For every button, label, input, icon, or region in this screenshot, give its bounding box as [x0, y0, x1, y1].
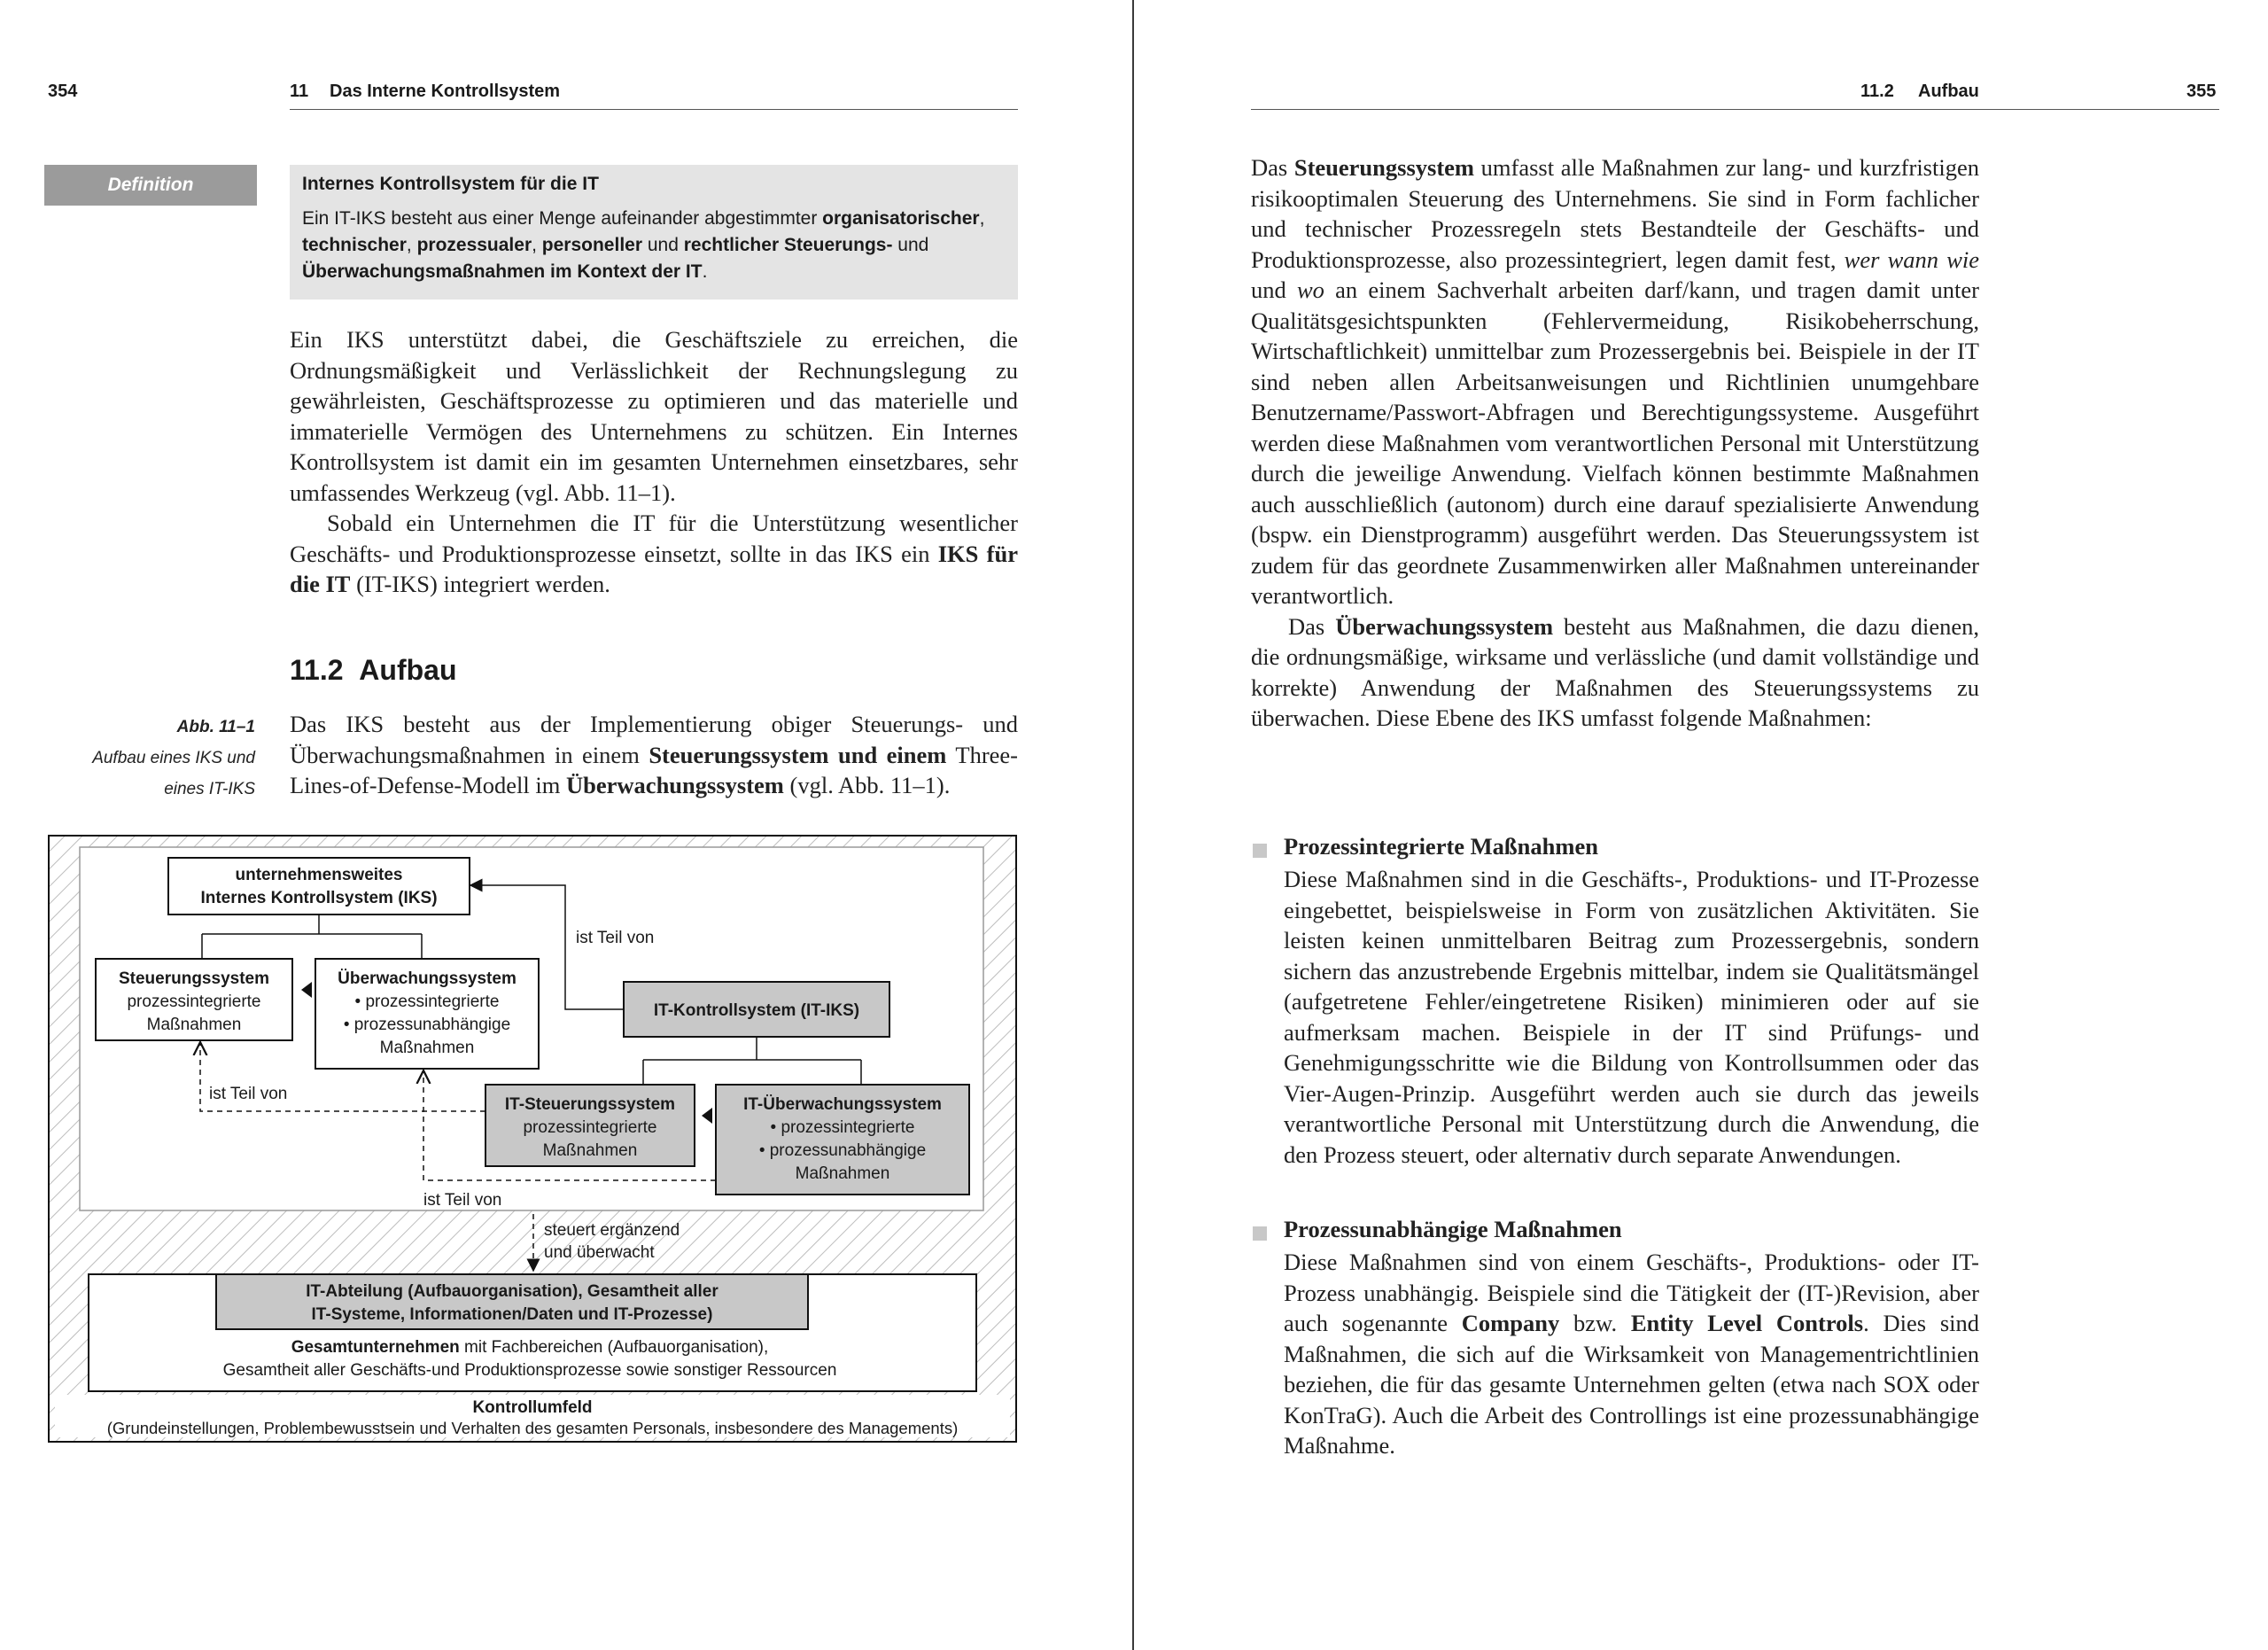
iks-line-2: Internes Kontrollsystem (IKS)	[200, 889, 438, 907]
ueberwachung-line-2: • prozessintegrierte	[354, 992, 500, 1011]
iks-line-1: unternehmensweites	[235, 866, 403, 884]
it-abteilung-line-1: IT-Abteilung (Aufbauorganisation), Gesamtheit aller	[306, 1282, 718, 1301]
figure-caption-line-1: Aufbau eines IKS und	[92, 749, 255, 767]
it-iks-label: IT-Kontrollsystem (IT-IKS)	[653, 1001, 860, 1020]
ueberwachung-line-4: Maßnahmen	[379, 1039, 475, 1057]
it-ueberwachung-line-3: • prozessunabhängige	[758, 1141, 927, 1160]
page-divider	[1132, 0, 1134, 1650]
right-section-title: Aufbau	[1918, 82, 1979, 101]
bullet-1-text: Diese Maßnahmen sind in die Geschäfts-, Produktions- und IT-Prozesse eingebettet, beispielsweise in Form von zusätzlichen Aktivitäten. Sie leisten keinen unmittelbaren Beitrag zum Prozessergebnis, sondern sichern das anzustrebende Ergebnis mittelbar, indem sie Qualitätsmängel (aufgetretene Fehler/eingetretene Risiken) minimieren oder auf sie aufmerksam machen. Beispiele in der IT sind Prüfungs- und Genehmigungsschritte wie die Bildung von Kontrollsummen oder das Vier-Augen-Prinzip. Ausgeführt werden auch sie durch das jeweils verantwortliche Personal mit Unterstützung durch die Anwendung, die den Prozess steuert, oder alternativ durch separate Anwendungen.	[1284, 866, 1979, 1168]
figure-caption	[35, 712, 255, 805]
right-body-text	[1251, 152, 1979, 734]
ist-teil-von-label-2: ist Teil von	[209, 1085, 288, 1103]
it-ueberwachung-line-2: • prozessintegrierte	[770, 1118, 915, 1137]
definition-text: Ein IT-IKS besteht aus einer Menge aufeinander abgestimmter organisatorischer, technischer, prozessualer, personeller und rechtlicher Steuerungs- und Überwachungsmaßnahmen im Kontext der IT.	[302, 208, 985, 282]
bullet-2-title: Prozessunabhängige Maßnahmen	[1284, 1216, 1622, 1242]
gesamtunternehmen-line-1: Gesamtunternehmen mit Fachbereichen (Aufbauorganisation),	[291, 1338, 769, 1357]
ist-teil-von-label-3: ist Teil von	[423, 1191, 502, 1210]
right-paragraph-1: Das Steuerungssystem umfasst alle Maßnahmen zur lang- und kurzfristigen risikooptimalen Steuerung des Unternehmens. Sie sind in Form fachlicher und technischer Prozessregeln stets Bestandteile der Geschäfts- und Produktionsprozesse, also prozessintegriert, legen damit fest, wer wann wie und wo an einem Sachverhalt arbeiten darf/kann, und tragen damit unter Qualitätsgesichtspunkten (Fehlervermeidung, Risikobeherrschung, Wirtschaftlichkeit) unmittelbar zum Prozessergebnis bei. Beispiele in der IT sind neben allen Arbeitsanweisungen und Richtlinien unumgehbare Benutzername/Passwort-Abfragen und Berechtigungssysteme. Ausgeführt werden diese Maßnahmen vom verantwortlichen Personal mit Unterstützung durch die jeweilige Anwendung. Vielfach können bestimmte Maßnahmen auch ausschließlich (autonom) durch eine darauf spezialisierte Anwendung (bspw. ein Dienstprogramm) ausgeführt werden. Das Steuerungssystem ist zudem für das geordnete Zusammenwirken aller Maßnahmen untereinander verantwortlich.	[1251, 154, 1980, 609]
it-abteilung-line-2: IT-Systeme, Informationen/Daten und IT-Prozesse)	[311, 1305, 713, 1324]
steuerung-line-1: Steuerungssystem	[118, 969, 270, 988]
left-paragraph-3: Das IKS besteht aus der Implementierung obiger Steuerungs- und Überwachungsmaßnahmen in einem Steuerungssystem und einem Three-Lines-of-Defense-Modell im Überwachungssystem (vgl. Abb. 11–1).	[290, 711, 1018, 798]
it-ueberwachung-line-4: Maßnahmen	[795, 1164, 890, 1183]
it-ueberwachung-line-1: IT-Überwachungssystem	[743, 1095, 942, 1114]
steuert-line-1: steuert ergänzend	[544, 1221, 680, 1240]
kontrollumfeld-subtitle: (Grundeinstellungen, Problembewusstsein und Verhalten des gesamten Personals, insbesondere des Managements)	[106, 1419, 959, 1437]
definition-tag: Definition	[44, 165, 257, 206]
steuert-line-2: und überwacht	[544, 1243, 655, 1262]
steuerung-line-2: prozessintegrierte	[127, 992, 261, 1011]
figure-caption-line-2: eines IT-IKS	[164, 780, 255, 798]
ikl-diagram	[48, 835, 1017, 1443]
gesamtunternehmen-line-2: Gesamtheit aller Geschäfts-und Produktionsprozesse sowie sonstiger Ressourcen	[222, 1361, 837, 1380]
left-header-rule	[290, 109, 1018, 110]
left-section-title: 11.2 Aufbau	[290, 654, 457, 686]
definition-title: Internes Kontrollsystem für die IT	[302, 174, 599, 194]
left-chapter-title: Das Interne Kontrollsystem	[330, 82, 561, 101]
right-page-number: 355	[2186, 82, 2217, 101]
ueberwachung-line-3: • prozessunabhängige	[343, 1016, 511, 1034]
ueberwachung-line-1: Überwachungssystem	[338, 969, 517, 988]
it-steuerung-line-3: Maßnahmen	[542, 1141, 638, 1160]
right-paragraph-2: Das Überwachungssystem besteht aus Maßnahmen, die dazu dienen, die ordnungsmäßige, wirksame und verlässliche (und damit vollständige und korrekte) Anwendung der Maßnahmen des Steuerungssystems zu überwachen. Diese Ebene des IKS umfasst folgende Maßnahmen:	[1251, 612, 1979, 731]
steuerung-line-3: Maßnahmen	[146, 1016, 242, 1034]
kontrollumfeld-title: Kontrollumfeld	[472, 1398, 593, 1417]
left-paragraph-2: Sobald ein Unternehmen die IT für die Unterstützung wesentlicher Geschäfts- und Produktionsprozesse einsetzt, sollte in das IKS ein IKS für die IT (IT-IKS) integriert werden.	[290, 510, 1018, 597]
definition-box	[290, 165, 1018, 300]
left-paragraph-1: Ein IKS unterstützt dabei, die Geschäftsziele zu erreichen, die Ordnungsmäßigkeit und Verlässlichkeit der Rechnungslegung zu gewährleisten, Geschäftsprozesse zu optimieren und das materielle und immaterielle Vermögen des Unternehmens zu schützen. Ein Internes Kontrollsystem ist damit ein im gesamten Unternehmen einsetzbares, sehr umfassendes Werkzeug (vgl. Abb. 11–1).	[290, 326, 1018, 506]
left-page-number: 354	[48, 82, 78, 101]
bullet-square-icon	[1253, 844, 1267, 858]
bullet-2-text: Diese Maßnahmen sind von einem Geschäfts-, Produktions- oder IT-Prozess unabhängig. Beispiele sind die Tätigkeit der (IT-)Revision, aber auch sogenannte Company bzw. Entity Level Controls. Dies sind Maßnahmen, die sich auf die Wirksamkeit von Managementrichtlinien beziehen, die für das gesamte Unternehmen gelten (etwa nach SOX oder KonTraG). Auch die Arbeit des Controllings ist eine prozessunabhängige Maßnahme.	[1284, 1249, 1979, 1459]
bullet-square-icon	[1253, 1226, 1267, 1241]
it-steuerung-line-2: prozessintegrierte	[523, 1118, 657, 1137]
right-header-rule	[1251, 109, 2219, 110]
figure-caption-number: Abb. 11–1	[176, 718, 255, 736]
ist-teil-von-label-1: ist Teil von	[576, 929, 655, 947]
bullet-1-title: Prozessintegrierte Maßnahmen	[1284, 833, 1598, 860]
it-steuerung-line-1: IT-Steuerungssystem	[504, 1095, 676, 1114]
right-section-number: 11.2	[1860, 82, 1894, 101]
left-chapter-number: 11	[290, 82, 309, 101]
left-body-text	[290, 324, 1018, 600]
